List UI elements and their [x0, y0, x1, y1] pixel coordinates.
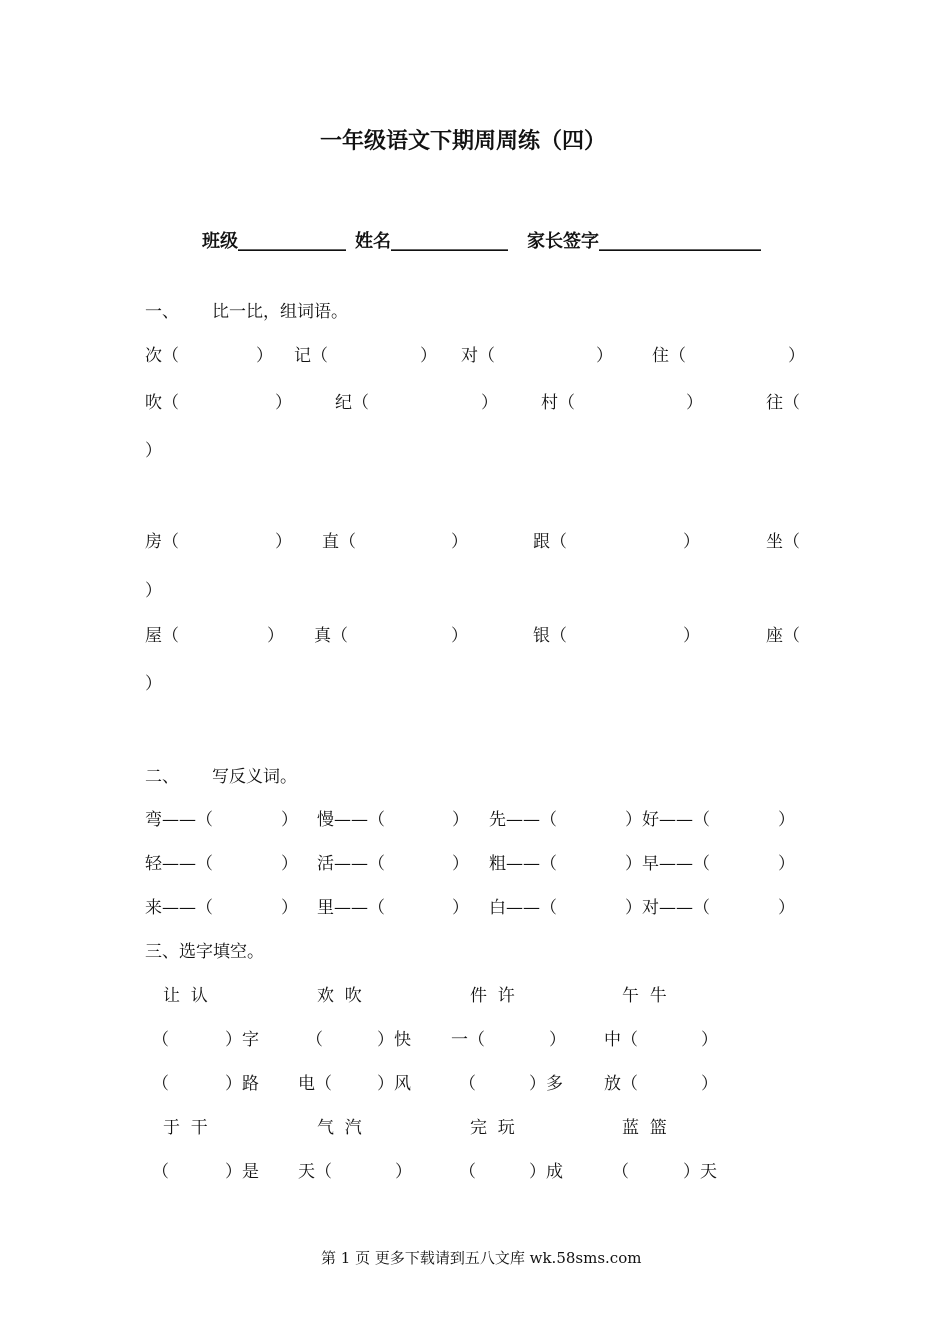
s3-r3-c6: ）成	[529, 1162, 563, 1182]
s3-r2-c8: ）	[701, 1074, 718, 1094]
s2-r2-c1: 轻——（	[145, 854, 213, 874]
s1-r3-c2: ）	[275, 532, 292, 552]
section3-heading: 三、选字填空。	[145, 942, 264, 962]
s1-r2-c3: 纪（	[335, 393, 369, 413]
s1-r1-c8: ）	[788, 346, 805, 366]
s3-r1-c2: ）字	[225, 1030, 259, 1050]
s3-r3-c2: ）是	[225, 1162, 259, 1182]
s3-choice2-a: 于 干	[163, 1118, 208, 1138]
s3-r3-c3: 天（	[298, 1162, 332, 1182]
s1-r2-c7: 往（	[766, 393, 800, 413]
s3-r3-c4: ）	[395, 1162, 412, 1182]
s1-r2-c5: 村（	[541, 393, 575, 413]
s1-r4-c1: 屋（	[145, 626, 179, 646]
s2-r2-c7: ）	[778, 854, 795, 874]
s1-r1-c6: ）	[596, 346, 613, 366]
s2-r3-c6: ）对——（	[625, 898, 710, 918]
s1-r3-c3: 直（	[322, 532, 356, 552]
s1-r3-c5: 跟（	[533, 532, 567, 552]
s3-r1-c4: ）快	[377, 1030, 411, 1050]
s2-r3-c7: ）	[778, 898, 795, 918]
s3-choice1-a: 让 认	[163, 986, 208, 1006]
s2-r3-c5: 白——（	[489, 898, 557, 918]
s1-r3-c7: 坐（	[766, 532, 800, 552]
s2-r1-c7: ）	[778, 810, 795, 830]
s2-r3-c3: 里——（	[317, 898, 385, 918]
page-footer: 第 1 页 更多下载请到五八文库 wk.58sms.com	[321, 1249, 642, 1267]
s1-r4-c2: ）	[267, 626, 284, 646]
s3-r1-c5: 一（	[451, 1030, 485, 1050]
s3-r1-c1: （	[152, 1030, 169, 1050]
s2-r3-c4: ）	[452, 898, 469, 918]
s1-r2-c6: ）	[686, 393, 703, 413]
s1-r4-c7: 座（	[766, 626, 800, 646]
s1-r1-c4: ）	[420, 346, 437, 366]
s1-r4-wrap: ）	[145, 674, 162, 694]
s1-r1-c3: 记（	[294, 346, 328, 366]
s1-r2-c4: ）	[481, 393, 498, 413]
s2-r1-c2: ）	[281, 810, 298, 830]
s1-r1-c5: 对（	[461, 346, 495, 366]
s3-r2-c7: 放（	[604, 1074, 638, 1094]
s3-choice1-d: 午 牛	[622, 986, 667, 1006]
s3-r1-c8: ）	[701, 1030, 718, 1050]
s2-r2-c5: 粗——（	[489, 854, 557, 874]
s1-r3-c4: ）	[451, 532, 468, 552]
s3-choice2-c: 完 玩	[470, 1118, 515, 1138]
s3-r2-c1: （	[152, 1074, 169, 1094]
s1-r1-c7: 住（	[652, 346, 686, 366]
section1-heading: 比一比，组词语。	[212, 302, 348, 322]
s3-r2-c5: （	[459, 1074, 476, 1094]
s3-r1-c6: ）	[549, 1030, 566, 1050]
s2-r1-c3: 慢——（	[317, 810, 385, 830]
s1-r4-c6: ）	[683, 626, 700, 646]
parent-signature-field: 家长签字__________________	[527, 231, 761, 252]
s1-r3-c6: ）	[683, 532, 700, 552]
s2-r3-c2: ）	[281, 898, 298, 918]
s1-r4-c3: 真（	[314, 626, 348, 646]
s2-r1-c4: ）	[452, 810, 469, 830]
s2-r3-c1: 来——（	[145, 898, 213, 918]
s1-r3-wrap: ）	[145, 581, 162, 601]
s1-r3-c1: 房（	[145, 532, 179, 552]
s2-r1-c5: 先——（	[489, 810, 557, 830]
s3-r3-c7: （	[612, 1162, 629, 1182]
s3-r3-c5: （	[459, 1162, 476, 1182]
s2-r2-c3: 活——（	[317, 854, 385, 874]
s1-r4-c5: 银（	[533, 626, 567, 646]
s2-r2-c6: ）早——（	[625, 854, 710, 874]
s2-r1-c1: 弯——（	[145, 810, 213, 830]
section2-heading: 写反义词。	[212, 767, 297, 787]
s3-r2-c4: ）风	[377, 1074, 411, 1094]
s1-r2-c2: ）	[275, 393, 292, 413]
s2-r1-c6: ）好——（	[625, 810, 710, 830]
s3-r2-c2: ）路	[225, 1074, 259, 1094]
s3-r3-c1: （	[152, 1162, 169, 1182]
section1-number: 一、	[145, 302, 179, 322]
s2-r2-c4: ）	[452, 854, 469, 874]
s3-choice1-b: 欢 吹	[317, 986, 362, 1006]
name-field: 姓名_____________	[355, 231, 508, 252]
s1-r2-wrap: ）	[145, 441, 162, 461]
s3-r3-c8: ）天	[683, 1162, 717, 1182]
s3-choice2-b: 气 汽	[317, 1118, 362, 1138]
page-title: 一年级语文下期周周练（四）	[320, 128, 607, 154]
s3-choice1-c: 件 许	[470, 986, 515, 1006]
s1-r4-c4: ）	[451, 626, 468, 646]
s1-r1-c1: 次（	[145, 346, 179, 366]
s3-r1-c7: 中（	[604, 1030, 638, 1050]
section2-number: 二、	[145, 767, 179, 787]
s2-r2-c2: ）	[281, 854, 298, 874]
s3-r2-c3: 电（	[298, 1074, 332, 1094]
s3-r2-c6: ）多	[529, 1074, 563, 1094]
s3-r1-c3: （	[306, 1030, 323, 1050]
class-field: 班级____________	[202, 231, 346, 252]
s1-r1-c2: ）	[256, 346, 273, 366]
s1-r2-c1: 吹（	[145, 393, 179, 413]
s3-choice2-d: 蓝 篮	[622, 1118, 667, 1138]
